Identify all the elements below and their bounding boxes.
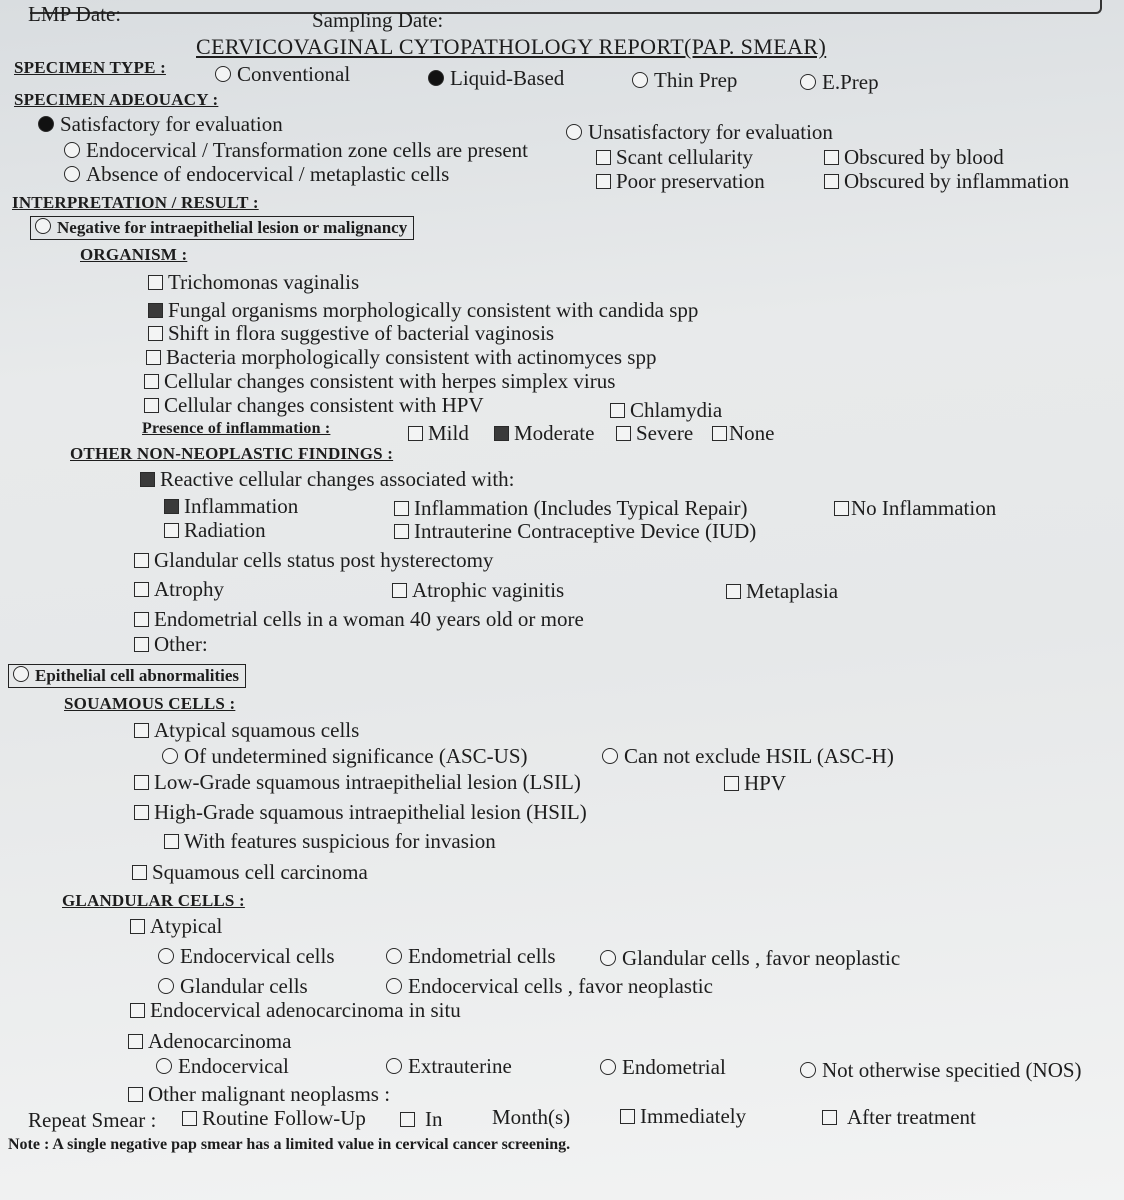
- checkbox-icon: [144, 398, 159, 413]
- satisfactory-option[interactable]: Satisfactory for evaluation: [38, 112, 283, 136]
- radio-icon: [800, 74, 816, 90]
- endocervical-absent-option[interactable]: Absence of endocervical / metaplastic cells: [64, 162, 449, 186]
- reactive-radiation-checkbox[interactable]: Radiation: [164, 518, 266, 542]
- checkbox-icon: [134, 637, 149, 652]
- interpretation-label: INTERPRETATION / RESULT :: [12, 193, 259, 212]
- checkbox-icon: [134, 775, 149, 790]
- organism-actinomyces[interactable]: Bacteria morphologically consistent with actinomyces spp: [146, 345, 656, 369]
- checkbox-icon: [130, 1003, 145, 1018]
- endocervical-favor-option[interactable]: Endocervical cells , favor neoplastic: [386, 974, 713, 998]
- checkbox-icon: [394, 501, 409, 516]
- immediately-checkbox[interactable]: Immediately: [620, 1104, 746, 1128]
- checkbox-icon: [132, 865, 147, 880]
- squamous-cells-label: SOUAMOUS CELLS :: [64, 694, 236, 713]
- radio-icon: [35, 218, 51, 234]
- radio-icon: [600, 1059, 616, 1075]
- inflammation-mild[interactable]: Mild: [408, 421, 469, 445]
- checkbox-icon: [394, 524, 409, 539]
- inflammation-severe[interactable]: Severe: [616, 421, 693, 445]
- months-label: Month(s): [492, 1105, 571, 1129]
- checkbox-icon: [610, 403, 625, 418]
- reactive-changes-checkbox[interactable]: Reactive cellular changes associated with:: [140, 467, 515, 491]
- glandular-cells-option[interactable]: Glandular cells: [158, 974, 308, 998]
- other-checkbox[interactable]: Other:: [134, 632, 208, 656]
- radio-icon: [600, 950, 616, 966]
- metaplasia-checkbox[interactable]: Metaplasia: [726, 579, 838, 603]
- checkbox-icon: [134, 805, 149, 820]
- checkbox-icon: [148, 275, 163, 290]
- presence-inflammation-label: Presence of inflammation :: [142, 420, 331, 437]
- radio-icon: [386, 1058, 402, 1074]
- adenocarcinoma-checkbox[interactable]: Adenocarcinoma: [128, 1029, 291, 1053]
- checkbox-icon: [392, 583, 407, 598]
- report-title: CERVICOVAGINAL CYTOPATHOLOGY REPORT(PAP. SMEAR): [196, 34, 827, 59]
- checkbox-icon: [134, 582, 149, 597]
- scc-checkbox[interactable]: Squamous cell carcinoma: [132, 860, 368, 884]
- checkbox-icon: [146, 350, 161, 365]
- checkbox-icon: [824, 174, 839, 189]
- radio-icon: [162, 748, 178, 764]
- checkbox-icon: [712, 426, 727, 441]
- adeno-nos-option[interactable]: Not otherwise specitied (NOS): [800, 1058, 1082, 1082]
- specimen-e-prep[interactable]: E.Prep: [800, 70, 879, 94]
- chlamydia-checkbox[interactable]: Chlamydia: [610, 398, 722, 422]
- organism-candida[interactable]: Fungal organisms morphologically consistent with candida spp: [148, 298, 698, 322]
- negative-option[interactable]: Negative for intraepithelial lesion or malignancy: [30, 216, 414, 240]
- unsatisfactory-option[interactable]: Unsatisfactory for evaluation: [566, 120, 833, 144]
- no-inflammation-checkbox[interactable]: No Inflammation: [834, 496, 996, 520]
- poor-preservation-checkbox[interactable]: Poor preservation: [596, 169, 765, 193]
- checkbox-checked-icon: [494, 426, 509, 441]
- radio-icon: [215, 66, 231, 82]
- adeno-extrauterine-option[interactable]: Extrauterine: [386, 1054, 512, 1078]
- asc-us-option[interactable]: Of undetermined significance (ASC-US): [162, 744, 528, 768]
- checkbox-icon: [596, 174, 611, 189]
- other-malignant-checkbox[interactable]: Other malignant neoplasms :: [128, 1082, 390, 1106]
- repeat-in-checkbox[interactable]: In: [400, 1107, 443, 1131]
- lmp-date-label: LMP Date:: [28, 2, 122, 26]
- radio-icon: [156, 1058, 172, 1074]
- inflammation-none[interactable]: None: [712, 421, 775, 445]
- obscured-blood-checkbox[interactable]: Obscured by blood: [824, 145, 1004, 169]
- radio-icon: [13, 666, 29, 682]
- radio-icon: [602, 748, 618, 764]
- checkbox-icon: [134, 612, 149, 627]
- invasion-checkbox[interactable]: With features suspicious for invasion: [164, 829, 496, 853]
- checkbox-icon: [182, 1111, 197, 1126]
- atypical-squamous-checkbox[interactable]: Atypical squamous cells: [134, 718, 359, 742]
- radio-selected-icon: [38, 116, 54, 132]
- checkbox-icon: [134, 553, 149, 568]
- atrophy-checkbox[interactable]: Atrophy: [134, 577, 224, 601]
- lsil-checkbox[interactable]: Low-Grade squamous intraepithelial lesion (LSIL): [134, 770, 581, 794]
- sampling-date-label: Sampling Date:: [312, 8, 444, 32]
- specimen-adequacy-label: SPECIMEN ADEOUACY :: [14, 90, 219, 109]
- checkbox-icon: [822, 1110, 837, 1125]
- radio-icon: [386, 948, 402, 964]
- organism-herpes[interactable]: Cellular changes consistent with herpes simplex virus: [144, 369, 615, 393]
- routine-followup-checkbox[interactable]: Routine Follow-Up: [182, 1106, 366, 1130]
- glandular-favor-option[interactable]: Glandular cells , favor neoplastic: [600, 946, 900, 970]
- checkbox-icon: [724, 776, 739, 791]
- checkbox-icon: [128, 1034, 143, 1049]
- radio-icon: [64, 166, 80, 182]
- checkbox-icon: [164, 834, 179, 849]
- form-top-border: [30, 0, 1102, 14]
- adeno-endometrial-option[interactable]: Endometrial: [600, 1055, 726, 1079]
- checkbox-icon: [596, 150, 611, 165]
- checkbox-icon: [134, 723, 149, 738]
- organism-trichomonas[interactable]: Trichomonas vaginalis: [148, 270, 359, 294]
- radio-icon: [800, 1062, 816, 1078]
- checkbox-icon: [408, 426, 423, 441]
- checkbox-icon: [834, 501, 849, 516]
- inflammation-repair-checkbox[interactable]: Inflammation (Includes Typical Repair): [394, 496, 747, 520]
- checkbox-checked-icon: [140, 472, 155, 487]
- after-treatment-checkbox[interactable]: After treatment: [822, 1105, 976, 1129]
- specimen-type-label: SPECIMEN TYPE :: [14, 58, 166, 77]
- radio-icon: [386, 978, 402, 994]
- adeno-endocervical-option[interactable]: Endocervical: [156, 1054, 289, 1078]
- radio-icon: [566, 124, 582, 140]
- asc-h-option[interactable]: Can not exclude HSIL (ASC-H): [602, 744, 894, 768]
- specimen-conventional[interactable]: Conventional: [215, 62, 350, 86]
- obscured-inflammation-checkbox[interactable]: Obscured by inflammation: [824, 169, 1069, 193]
- checkbox-icon: [400, 1112, 415, 1127]
- specimen-thin-prep[interactable]: Thin Prep: [632, 68, 737, 92]
- checkbox-checked-icon: [148, 303, 163, 318]
- checkbox-icon: [616, 426, 631, 441]
- endocervical-present-option[interactable]: Endocervical / Transformation zone cells are present: [64, 138, 528, 162]
- inflammation-moderate[interactable]: Moderate: [494, 421, 594, 445]
- epithelial-abnormalities-option[interactable]: Epithelial cell abnormalities: [8, 664, 246, 688]
- checkbox-checked-icon: [164, 499, 179, 514]
- hsil-checkbox[interactable]: High-Grade squamous intraepithelial lesion (HSIL): [134, 800, 587, 824]
- glandular-post-hysterectomy-checkbox[interactable]: Glandular cells status post hysterectomy: [134, 548, 493, 572]
- organism-hpv[interactable]: Cellular changes consistent with HPV: [144, 393, 484, 417]
- checkbox-icon: [128, 1087, 143, 1102]
- radio-icon: [158, 978, 174, 994]
- checkbox-icon: [148, 326, 163, 341]
- specimen-liquid-based[interactable]: Liquid-Based: [428, 66, 564, 90]
- ais-checkbox[interactable]: Endocervical adenocarcinoma in situ: [130, 998, 461, 1022]
- atypical-glandular-checkbox[interactable]: Atypical: [130, 914, 222, 938]
- checkbox-icon: [726, 584, 741, 599]
- footnote: Note : A single negative pap smear has a limited value in cervical cancer screening.: [8, 1136, 571, 1153]
- non-neoplastic-label: OTHER NON-NEOPLASTIC FINDINGS :: [70, 444, 394, 463]
- endocervical-cells-option[interactable]: Endocervical cells: [158, 944, 335, 968]
- atrophic-vaginitis-checkbox[interactable]: Atrophic vaginitis: [392, 578, 564, 602]
- checkbox-icon: [164, 523, 179, 538]
- repeat-smear-label: Repeat Smear :: [28, 1108, 157, 1132]
- checkbox-icon: [130, 919, 145, 934]
- reactive-inflammation-checkbox[interactable]: Inflammation: [164, 494, 298, 518]
- radio-icon: [158, 948, 174, 964]
- endometrial-40-checkbox[interactable]: Endometrial cells in a woman 40 years old or more: [134, 607, 584, 631]
- radio-icon: [64, 142, 80, 158]
- organism-bacterial-vaginosis[interactable]: Shift in flora suggestive of bacterial vaginosis: [148, 321, 554, 345]
- endometrial-cells-option[interactable]: Endometrial cells: [386, 944, 556, 968]
- hpv-checkbox[interactable]: HPV: [724, 771, 786, 795]
- checkbox-icon: [824, 150, 839, 165]
- radio-icon: [632, 72, 648, 88]
- checkbox-icon: [620, 1109, 635, 1124]
- radio-selected-icon: [428, 70, 444, 86]
- checkbox-icon: [144, 374, 159, 389]
- glandular-cells-label: GLANDULAR CELLS :: [62, 891, 245, 910]
- scant-cellularity-checkbox[interactable]: Scant cellularity: [596, 145, 753, 169]
- organism-label: ORGANISM :: [80, 245, 188, 264]
- iud-checkbox[interactable]: Intrauterine Contraceptive Device (IUD): [394, 519, 756, 543]
